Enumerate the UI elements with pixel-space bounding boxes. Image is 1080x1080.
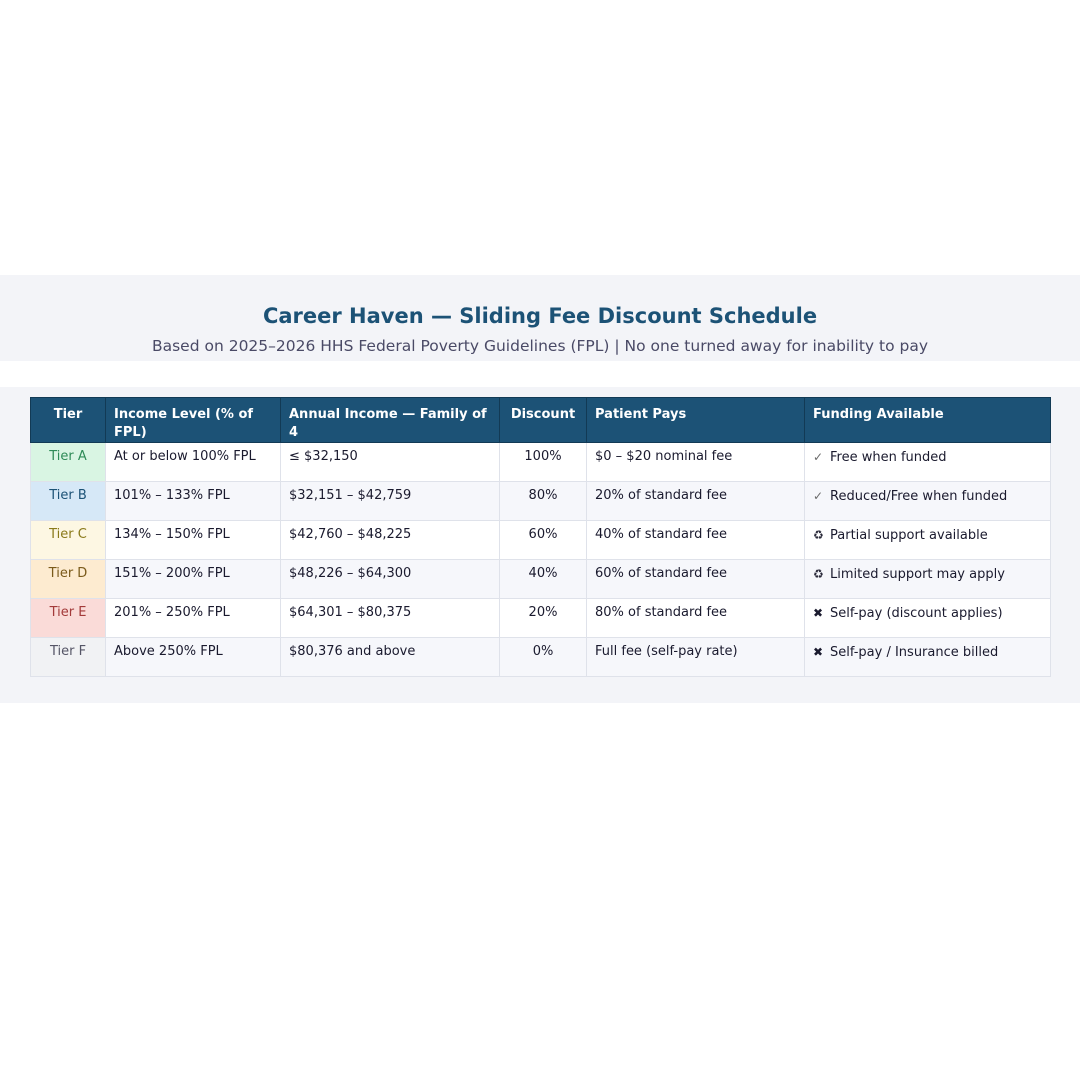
annual-income-cell: ≤ $32,150: [281, 443, 500, 482]
discount-cell: 0%: [500, 638, 587, 677]
funding-label: Partial support available: [830, 528, 988, 543]
column-header-annual-income: Annual Income — Family of 4: [281, 398, 500, 443]
column-header-income-level: Income Level (% of FPL): [106, 398, 281, 443]
column-header-funding-available: Funding Available: [805, 398, 1051, 443]
tier-cell: Tier A: [31, 443, 106, 482]
funding-cell: [805, 638, 1051, 677]
table-body: [31, 443, 1051, 677]
patient-pays-cell: 20% of standard fee: [587, 482, 805, 521]
table-header-row: [31, 398, 1051, 443]
patient-pays-cell: 80% of standard fee: [587, 599, 805, 638]
funding-label: Self-pay (discount applies): [830, 606, 1003, 621]
patient-pays-cell: 40% of standard fee: [587, 521, 805, 560]
funding-cell: [805, 482, 1051, 521]
funding-cell: [805, 521, 1051, 560]
table-row: [31, 638, 1051, 677]
column-header-patient-pays: Patient Pays: [587, 398, 805, 443]
tier-cell: Tier B: [31, 482, 106, 521]
table-row: [31, 599, 1051, 638]
annual-income-cell: $48,226 – $64,300: [281, 560, 500, 599]
column-header-tier: Tier: [31, 398, 106, 443]
funding-label: Limited support may apply: [830, 567, 1005, 582]
annual-income-cell: $64,301 – $80,375: [281, 599, 500, 638]
patient-pays-cell: $0 – $20 nominal fee: [587, 443, 805, 482]
discount-cell: 40%: [500, 560, 587, 599]
table-row: [31, 521, 1051, 560]
discount-cell: 60%: [500, 521, 587, 560]
funding-cell: [805, 599, 1051, 638]
tier-cell: Tier D: [31, 560, 106, 599]
cycle-icon: ♻: [813, 528, 824, 542]
annual-income-cell: $80,376 and above: [281, 638, 500, 677]
discount-cell: 100%: [500, 443, 587, 482]
cross-icon: ✖: [813, 606, 824, 620]
cycle-icon: ♻: [813, 567, 824, 581]
income-level-cell: 134% – 150% FPL: [106, 521, 281, 560]
table-row: [31, 560, 1051, 599]
sliding-fee-table: [30, 397, 1051, 677]
tier-cell: Tier F: [31, 638, 106, 677]
funding-cell: [805, 560, 1051, 599]
income-level-cell: 201% – 250% FPL: [106, 599, 281, 638]
tier-cell: Tier E: [31, 599, 106, 638]
tier-cell: Tier C: [31, 521, 106, 560]
funding-cell: [805, 443, 1051, 482]
annual-income-cell: $42,760 – $48,225: [281, 521, 500, 560]
cross-icon: ✖: [813, 645, 824, 659]
discount-cell: 20%: [500, 599, 587, 638]
funding-label: Reduced/Free when funded: [830, 489, 1008, 504]
income-level-cell: 151% – 200% FPL: [106, 560, 281, 599]
check-icon: ✓: [813, 489, 824, 503]
column-header-discount: Discount: [500, 398, 587, 443]
income-level-cell: At or below 100% FPL: [106, 443, 281, 482]
funding-label: Free when funded: [830, 450, 947, 465]
check-icon: ✓: [813, 450, 824, 464]
patient-pays-cell: 60% of standard fee: [587, 560, 805, 599]
page-subtitle: Based on 2025–2026 HHS Federal Poverty Guidelines (FPL) | No one turned away for inability to pay: [151, 337, 929, 355]
table-row: [31, 443, 1051, 482]
table-row: [31, 482, 1051, 521]
income-level-cell: Above 250% FPL: [106, 638, 281, 677]
funding-label: Self-pay / Insurance billed: [830, 645, 999, 660]
page-title: Career Haven — Sliding Fee Discount Schedule: [262, 304, 818, 328]
patient-pays-cell: Full fee (self-pay rate): [587, 638, 805, 677]
annual-income-cell: $32,151 – $42,759: [281, 482, 500, 521]
discount-cell: 80%: [500, 482, 587, 521]
income-level-cell: 101% – 133% FPL: [106, 482, 281, 521]
